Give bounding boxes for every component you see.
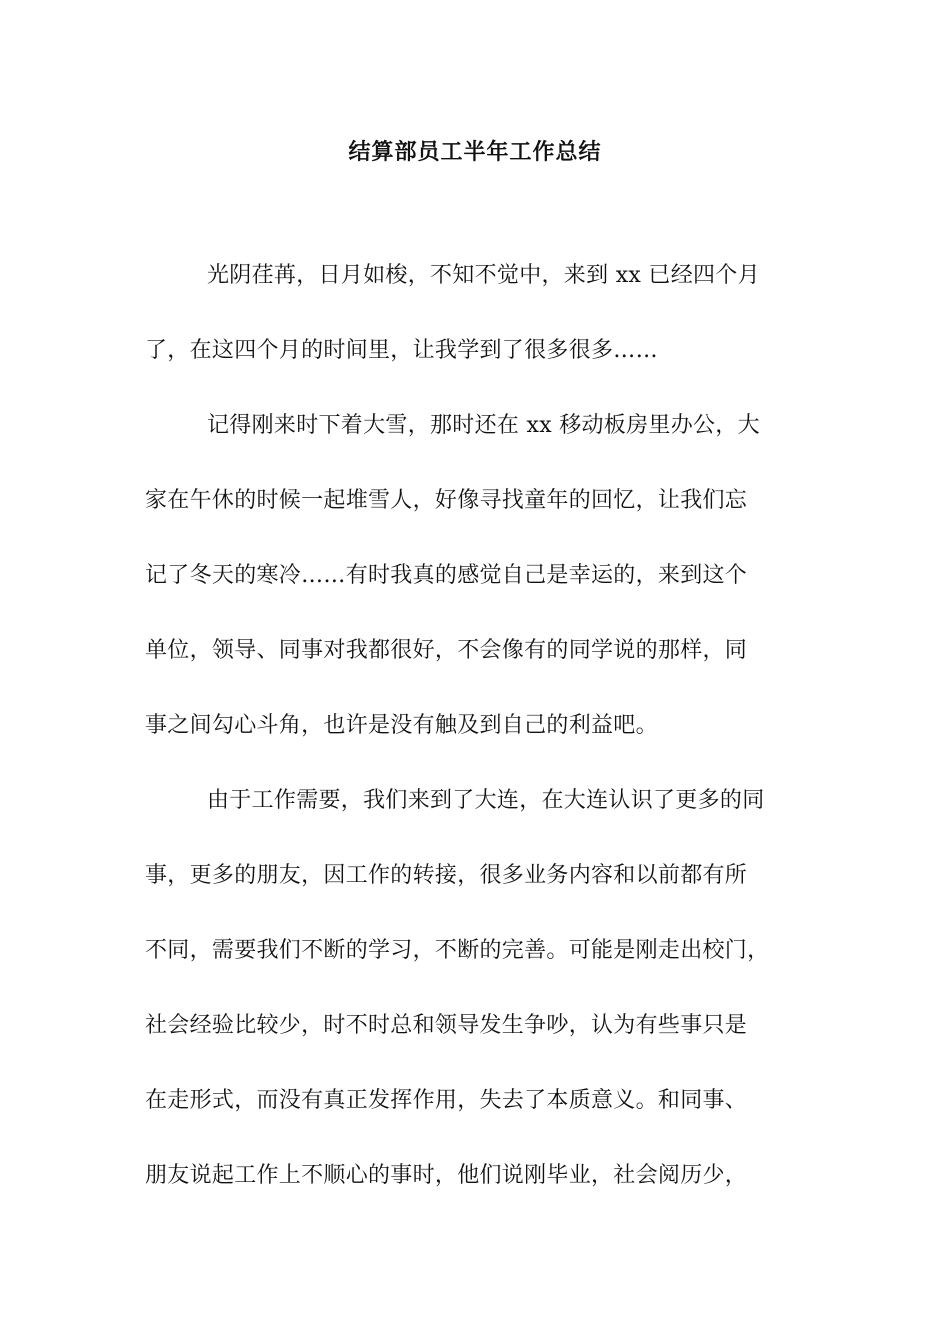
paragraph-3-line-2: 事，更多的朋友，因工作的转接，很多业务内容和以前都有所 xyxy=(145,863,748,888)
paragraph-3-line-6: 朋友说起工作上不顺心的事时，他们说刚毕业，社会阅历少， xyxy=(145,1163,748,1188)
paragraph-3-line-4: 社会经验比较少，时不时总和领导发生争吵，认为有些事只是 xyxy=(145,1013,748,1038)
paragraph-2-line-2: 家在午休的时候一起堆雪人，好像寻找童年的回忆，让我们忘 xyxy=(145,488,748,513)
paragraph-1-line-1: 光阴荏苒，日月如梭，不知不觉中，来到 xx 已经四个月 xyxy=(207,263,760,288)
paragraph-1-line-2: 了，在这四个月的时间里，让我学到了很多很多…… xyxy=(145,338,658,363)
paragraph-2-line-1: 记得刚来时下着大雪，那时还在 xx 移动板房里办公，大 xyxy=(207,413,760,438)
paragraph-3-line-1: 由于工作需要，我们来到了大连，在大连认识了更多的同 xyxy=(207,788,765,813)
document-title: 结算部员工半年工作总结 xyxy=(348,139,602,165)
paragraph-3-line-3: 不同，需要我们不断的学习，不断的完善。可能是刚走出校门， xyxy=(145,938,770,963)
paragraph-2-line-3: 记了冬天的寒冷……有时我真的感觉自己是幸运的，来到这个 xyxy=(145,563,748,588)
paragraph-3-line-5: 在走形式，而没有真正发挥作用，失去了本质意义。和同事、 xyxy=(145,1088,748,1113)
paragraph-2-line-4: 单位，领导、同事对我都很好，不会像有的同学说的那样，同 xyxy=(145,638,748,663)
paragraph-2-line-5: 事之间勾心斗角，也许是没有触及到自己的利益吧。 xyxy=(145,713,658,738)
